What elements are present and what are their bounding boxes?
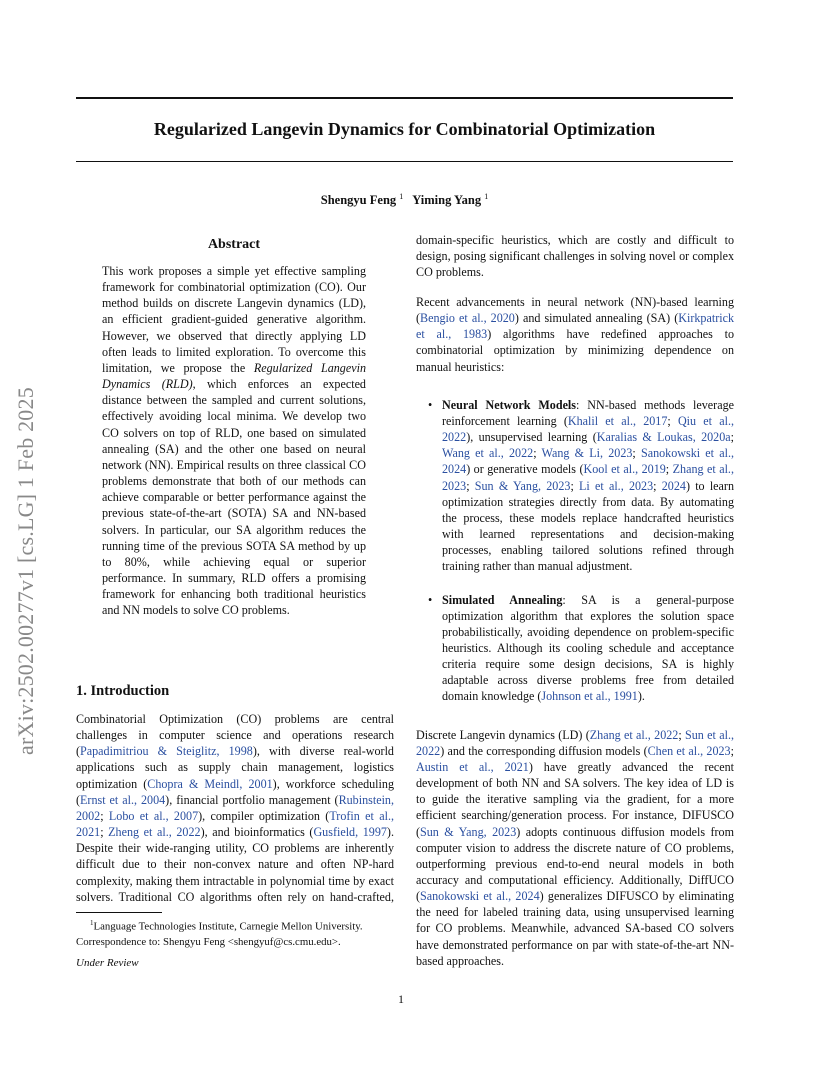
citation-link[interactable]: Chopra & Meindl, 2001 bbox=[147, 776, 273, 791]
arxiv-side-label: arXiv:2502.00277v1 [cs.LG] 1 Feb 2025 bbox=[13, 387, 38, 755]
bullet-neural-network-models bbox=[416, 397, 734, 575]
text-run: ), workforce scheduling ( bbox=[76, 776, 394, 807]
text-run: ; bbox=[730, 743, 734, 758]
citation-link[interactable]: Sun et al., 2022 bbox=[416, 727, 734, 758]
citation-link[interactable]: Khalil et al., 2017 bbox=[567, 413, 668, 428]
abstract-body bbox=[102, 263, 366, 618]
paper-title: Regularized Langevin Dynamics for Combinatorial Optimization bbox=[153, 119, 656, 139]
citation-link[interactable]: Zhang et al., 2023 bbox=[442, 462, 734, 493]
citation-link[interactable]: Chen et al., 2023 bbox=[647, 743, 731, 758]
text-run: ; bbox=[678, 727, 686, 742]
text-run: ), with diverse real-world applications such as supply chain management, logistics optimization ( bbox=[76, 744, 394, 791]
text-run: Discrete Langevin dynamics (LD) ( bbox=[416, 727, 590, 742]
text-run: domain-specific heuristics, which are costly and difficult to design, posing significant challenges in solving novel or complex CO problems. bbox=[416, 233, 734, 280]
text-run: ) generalizes DIFUSCO by eliminating the need for labeled training data, using unsupervised learning for CO problems. Meanwhile, advanced SA-based CO solvers have demonstrated performance on par with state-of-the-art NN-based approaches. bbox=[416, 889, 734, 968]
text-run: ; bbox=[570, 478, 580, 493]
author-affil-mark: 1 bbox=[484, 192, 489, 201]
text-run: ; bbox=[730, 430, 735, 445]
text-run: : NN-based methods leverage reinforcement learning ( bbox=[442, 397, 734, 428]
text-run: ). Despite their wide-ranging utility, CO problems are inherently difficult due to their non-convex nature and often NP-hard complexity, making them intractable in polynomial time by exact solvers. Traditional CO algorithms often rely on hand-crafted, bbox=[76, 825, 394, 904]
text-run: ), and bioinformatics ( bbox=[200, 825, 314, 840]
text-run: Combinatorial Optimization (CO) problems are central challenges in computer science and operations research ( bbox=[76, 712, 394, 759]
citation-link[interactable]: Sun & Yang, 2023 bbox=[420, 824, 517, 839]
intro-paragraph-2 bbox=[416, 294, 734, 375]
abstract-heading: Abstract bbox=[207, 237, 261, 252]
author-name: Shengyu Feng bbox=[320, 193, 397, 208]
citation-link[interactable]: Kool et al., 2019 bbox=[583, 462, 666, 477]
bullet-dot-icon: • bbox=[428, 592, 433, 607]
citation-link[interactable]: Kirkpatrick et al., 1983 bbox=[416, 311, 734, 342]
citation-link[interactable]: Bengio et al., 2020 bbox=[420, 311, 515, 326]
text-run: Recent advancements in neural network (NN)-based learning ( bbox=[416, 295, 734, 326]
title-rule-top bbox=[76, 97, 733, 99]
footnote bbox=[76, 916, 396, 950]
abstract-text: , which enforces an expected distance between the sampled and current solutions, effectively avoiding local minima. We develop two CO solvers on top of RLD, one based on simulated annealing (SA) and the other one based on neural network (NN). Empirical results on three classical CO problems demonstrate that both of our methods can achieve comparable or better performance against the previous state-of-the-art (SOTA) SA and NN-based solvers. In particular, our SA algorithm reduces the running time of the previous SOTA SA method by up to 80%, while achieving equal or superior performance. In summary, RLD offers a promising framework for enhancing both traditional heuristics and NN models to solve CO problems. bbox=[102, 377, 366, 618]
citation-link[interactable]: Papadimitriou & Steiglitz, 1998 bbox=[80, 744, 253, 759]
author-name: Yiming Yang bbox=[412, 193, 482, 208]
footnote-mark: 1 bbox=[90, 919, 94, 927]
citation-link[interactable]: Sanokowski et al., 2024 bbox=[442, 446, 735, 477]
text-run: ) or generative models ( bbox=[466, 462, 584, 477]
text-run: ), compiler optimization ( bbox=[198, 808, 330, 823]
text-run: ), financial portfolio management ( bbox=[165, 792, 339, 807]
author-list bbox=[76, 192, 733, 208]
intro-paragraph-1-cont bbox=[416, 232, 734, 280]
citation-link[interactable]: 2024 bbox=[661, 478, 686, 493]
abstract-text: This work proposes a simple yet effective sampling framework for combinatorial optimization (CO). Our method builds on discrete Langevin dynamics (LD), an efficient gradient-guided generative algorithm. However, we observed that directly applying LD often leads to limited exploration. To overcome this limitation, we propose the bbox=[102, 264, 366, 375]
footnote-rule bbox=[76, 912, 162, 913]
under-review-label: Under Review bbox=[76, 957, 139, 969]
footnote-correspondence: Correspondence to: Shengyu Feng <shengyuf@cs.cmu.edu>. bbox=[76, 935, 341, 948]
author-affil-mark: 1 bbox=[399, 192, 404, 201]
citation-link[interactable]: Lobo et al., 2007 bbox=[108, 808, 199, 823]
title-rule-bottom bbox=[76, 161, 733, 162]
intro-column-left bbox=[76, 711, 394, 905]
bullet-heading: Simulated Annealing bbox=[442, 592, 563, 607]
intro-paragraph-3 bbox=[416, 727, 734, 969]
text-run: ) to learn optimization strategies directly from data. By automating the process, these models replace handcrafted heuristics with learned representations and decision-making processes, enabling tailored solutions refined through training rather than manual adjustment. bbox=[442, 478, 734, 574]
text-run: : SA is a general-purpose optimization algorithm that explores the solution space probabilistically, avoiding dependence on problem-specific heuristics. Although its cooling schedule and acceptance criteria require some design decisions, SA is highly adaptable across diverse problems free from detailed domain knowledge ( bbox=[442, 592, 734, 704]
text-run: ; bbox=[466, 478, 475, 493]
footnote-affiliation: Language Technologies Institute, Carnegie Mellon University. bbox=[93, 920, 363, 933]
citation-link[interactable]: Sun & Yang, 2023 bbox=[474, 478, 571, 493]
intro-paragraph-1 bbox=[76, 711, 394, 905]
citation-link[interactable]: Rubinstein, 2002 bbox=[76, 792, 394, 823]
citation-link[interactable]: Ernst et al., 2004 bbox=[80, 792, 166, 807]
citation-link[interactable]: Li et al., 2023 bbox=[579, 478, 654, 493]
citation-link[interactable]: Gusfield, 1997 bbox=[313, 825, 387, 840]
bullet-simulated-annealing bbox=[416, 592, 734, 705]
text-run: ; bbox=[100, 808, 109, 823]
text-run: ) and simulated annealing (SA) ( bbox=[514, 311, 679, 326]
text-run: ) adopts continuous diffusion models from computer vision to address the discrete nature of CO problems, outperforming previous end-to-end neural models in both accuracy and computational efficiency. Additionally, DiffUCO ( bbox=[416, 824, 734, 904]
citation-link[interactable]: Karalias & Loukas, 2020a bbox=[596, 430, 731, 445]
text-run: ; bbox=[665, 462, 673, 477]
text-run: ) have greatly advanced the recent development of both NN and SA solvers. The key idea of LD is to guide the iterative sampling via the gradient, for a more efficient searching/generation process. For instance, DIFUSCO ( bbox=[416, 759, 734, 839]
section-heading-introduction: 1. Introduction bbox=[76, 683, 170, 699]
citation-link[interactable]: Wang & Li, 2023 bbox=[541, 446, 633, 461]
bullet-text bbox=[442, 398, 734, 574]
abstract-method-name: Regularized Langevin Dynamics (RLD) bbox=[102, 360, 366, 392]
citation-link[interactable]: Austin et al., 2021 bbox=[416, 759, 529, 774]
citation-link[interactable]: Sanokowski et al., 2024 bbox=[420, 889, 540, 904]
text-run: ; bbox=[533, 446, 542, 461]
text-run: ; bbox=[632, 446, 641, 461]
bullet-text bbox=[442, 593, 734, 704]
text-run: ; bbox=[667, 413, 678, 428]
page-number: 1 bbox=[398, 992, 404, 1006]
text-run: ) and the corresponding diffusion models ( bbox=[440, 743, 648, 758]
citation-link[interactable]: Trofin et al., 2021 bbox=[76, 808, 394, 840]
citation-link[interactable]: Qiu et al., 2022 bbox=[442, 413, 734, 445]
bullet-dot-icon: • bbox=[428, 397, 433, 412]
citation-link[interactable]: Johnson et al., 1991 bbox=[541, 689, 638, 704]
text-run: ; bbox=[100, 825, 109, 840]
text-run: ). bbox=[637, 689, 645, 704]
text-run: ; bbox=[653, 478, 662, 493]
citation-link[interactable]: Zhang et al., 2022 bbox=[589, 727, 679, 742]
intro-column-right bbox=[416, 232, 734, 280]
bullet-heading: Neural Network Models bbox=[442, 397, 576, 412]
text-run: ) algorithms have redefined approaches to combinatorial optimization by minimizing dependence on manual heuristics: bbox=[416, 327, 734, 374]
citation-link[interactable]: Wang et al., 2022 bbox=[442, 446, 534, 461]
intro-right-main bbox=[416, 294, 734, 969]
citation-link[interactable]: Zheng et al., 2022 bbox=[108, 825, 201, 840]
text-run: ), unsupervised learning ( bbox=[466, 430, 597, 445]
